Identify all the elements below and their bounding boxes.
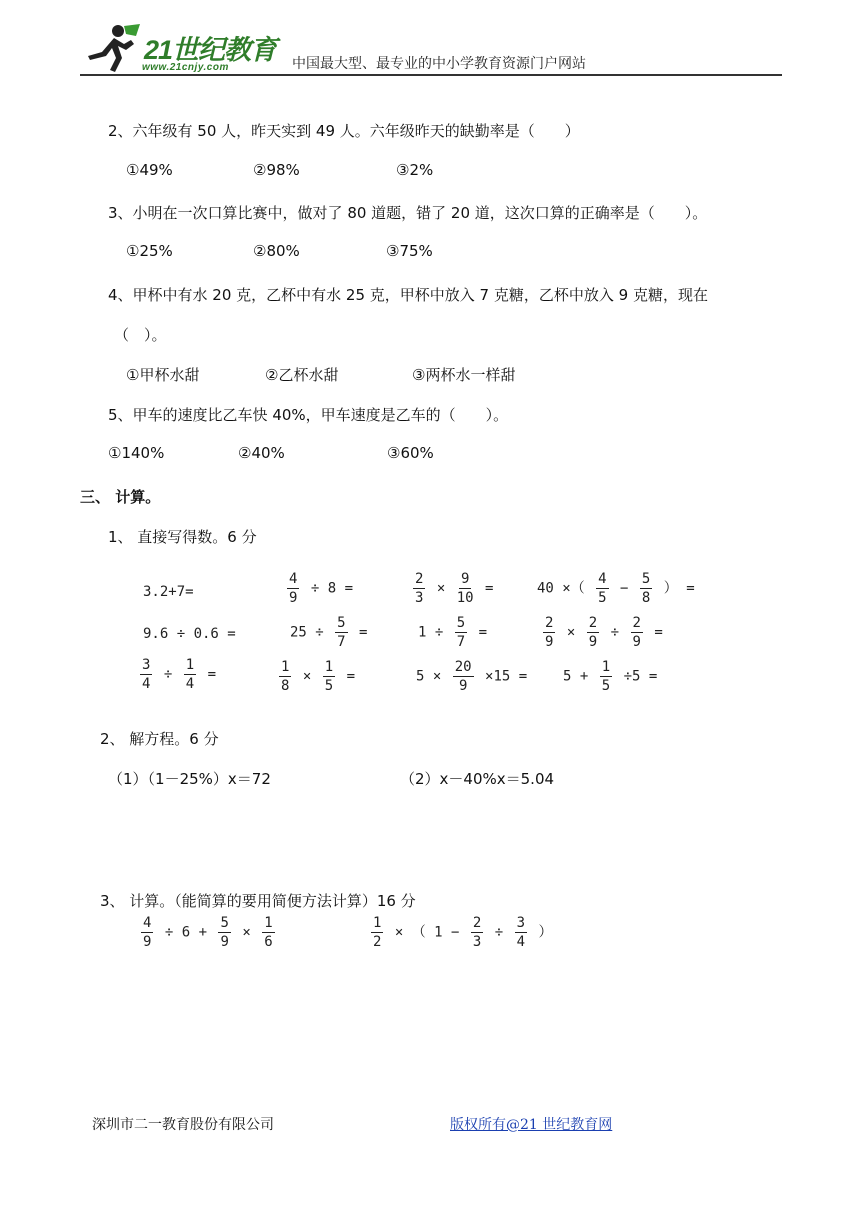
q3-option-3: ③75% <box>386 242 433 260</box>
running-man-icon <box>80 22 144 74</box>
q2-option-2: ②98% <box>253 161 300 179</box>
calc-b2: 25 ÷ $\frac{5}{7}$ = <box>290 615 368 650</box>
header-slogan: 中国最大型、最专业的中小学教育资源门户网站 <box>292 56 586 72</box>
q4-option-2: ②乙杯水甜 <box>265 366 339 384</box>
q5-option-2: ②40% <box>238 444 285 462</box>
calc-c4: 5 + $\frac{1}{5}$ ÷5 = <box>563 659 658 694</box>
logo-text: 21世纪教育 <box>144 35 277 65</box>
question-4-continuation: （ ）。 <box>114 326 167 344</box>
question-3: 3、小明在一次口算比赛中，做对了 80 道题，错了 20 道，这次口算的正确率是（ ）。 <box>108 204 708 222</box>
calc-c1: $\frac{3}{4}$ ÷ $\frac{1}{4}$ = <box>142 657 217 692</box>
equation-1: （1）（1－25%）x＝72 <box>108 770 271 788</box>
footer-copyright-link[interactable]: 版权所有@21 世纪教育网 <box>450 1117 613 1133</box>
q4-option-1: ①甲杯水甜 <box>126 366 200 384</box>
calc-expr-1: $\frac{4}{9}$ ÷ 6 + $\frac{5}{9}$ × $\frac{1}{6}$ <box>143 915 273 950</box>
logo-url: www.21cnjy.com <box>142 62 229 73</box>
section-3-title: 三、 计算。 <box>80 488 161 506</box>
q4-option-3: ③两杯水一样甜 <box>412 366 516 384</box>
calc-expr-2: $\frac{1}{2}$ × （ 1 − $\frac{2}{3}$ ÷ $\frac{3}{4}$ ） <box>373 915 553 950</box>
calc-c2: $\frac{1}{8}$ × $\frac{1}{5}$ = <box>281 659 356 694</box>
part-3-title: 3、 计算。（能简算的要用简便方法计算）16 分 <box>100 892 416 910</box>
calc-c3: 5 × $\frac{20}{9}$ ×15 = <box>416 659 528 694</box>
question-4: 4、甲杯中有水 20 克，乙杯中有水 25 克，甲杯中放入 7 克糖，乙杯中放入 9 克糖，现在 <box>108 286 708 304</box>
calc-a3: $\frac{2}{3}$ × $\frac{9}{10}$ = <box>415 571 494 606</box>
calc-a2: $\frac{4}{9}$ ÷ 8 = <box>289 571 354 606</box>
question-2: 2、六年级有 50 人，昨天实到 49 人。六年级昨天的缺勤率是（ ） <box>108 122 580 140</box>
q3-option-1: ①25% <box>126 242 173 260</box>
site-logo <box>80 22 285 74</box>
calc-a4: 40 ×（ $\frac{4}{5}$ − $\frac{5}{8}$ ） = <box>537 571 695 606</box>
part-2-title: 2、 解方程。6 分 <box>100 730 219 748</box>
header-divider <box>80 74 782 76</box>
q2-option-3: ③2% <box>396 161 434 179</box>
calc-b4: $\frac{2}{9}$ × $\frac{2}{9}$ ÷ $\frac{2}{9}$ = <box>545 615 663 650</box>
q3-option-2: ②80% <box>253 242 300 260</box>
calc-b3: 1 ÷ $\frac{5}{7}$ = <box>418 615 488 650</box>
q5-option-1: ①140% <box>108 444 165 462</box>
footer-company: 深圳市二一教育股份有限公司 <box>92 1117 274 1133</box>
q5-option-3: ③60% <box>387 444 434 462</box>
calc-b1: 9.6 ÷ 0.6 = <box>143 626 236 642</box>
part-1-title: 1、 直接写得数。6 分 <box>108 528 257 546</box>
equation-2: （2）x－40%x＝5.04 <box>400 770 555 788</box>
calc-a1: 3.2+7= <box>143 584 194 600</box>
q2-option-1: ①49% <box>126 161 173 179</box>
question-5: 5、甲车的速度比乙车快 40%，甲车速度是乙车的（ ）。 <box>108 406 509 424</box>
